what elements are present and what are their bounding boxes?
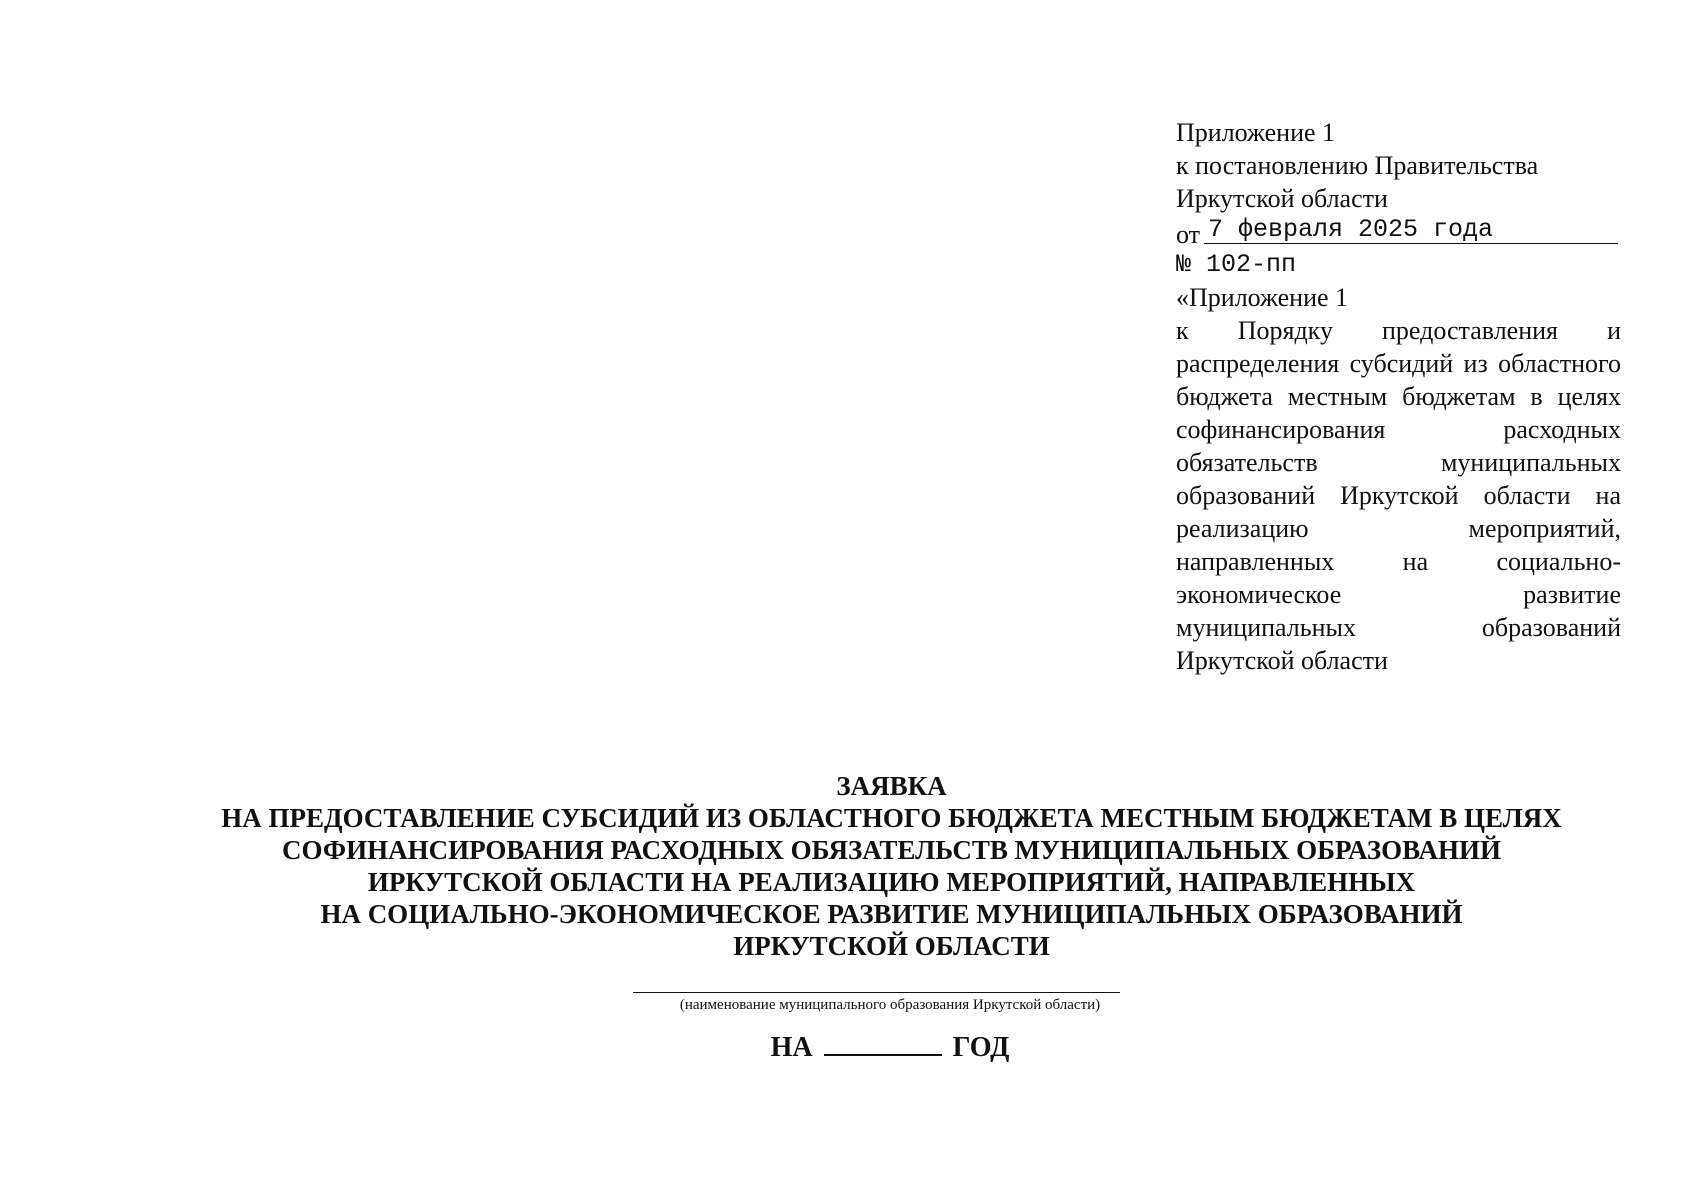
year-line xyxy=(700,1030,1080,1065)
title-line: СОФИНАНСИРОВАНИЯ РАСХОДНЫХ ОБЯЗАТЕЛЬСТВ МУНИЦИПАЛЬНЫХ ОБРАЗОВАНИЙ xyxy=(282,835,1501,865)
appendix-number: № 102-пп xyxy=(1176,250,1297,279)
appendix-date-value: 7 февраля 2025 года xyxy=(1208,215,1494,244)
title-line: ИРКУТСКОЙ ОБЛАСТИ xyxy=(733,931,1050,961)
year-blank-field[interactable] xyxy=(824,1030,942,1056)
application-title xyxy=(120,770,1663,962)
municipality-name-field[interactable] xyxy=(633,992,1120,993)
title-line: ЗАЯВКА xyxy=(836,771,947,801)
appendix-date-prefix: от xyxy=(1176,220,1201,249)
appendix-region: Иркутской области xyxy=(1176,184,1388,213)
year-prefix: НА xyxy=(770,1032,813,1063)
appendix-inner-title: «Приложение 1 xyxy=(1176,283,1349,312)
title-line: ИРКУТСКОЙ ОБЛАСТИ НА РЕАЛИЗАЦИЮ МЕРОПРИЯТИЙ, НАПРАВЛЕННЫХ xyxy=(367,867,1416,897)
appendix-order-text: к Порядку предоставления и распределения субсидий из областного бюджета местным бюджетам в целях софинансирования расходных обязательств муниципальных образований Иркутской области на реализацию мероприятий, направленных на социально-экономическое развитие муниципальных образований Иркутской области xyxy=(1176,316,1621,675)
appendix-title: Приложение 1 xyxy=(1176,118,1336,147)
municipality-caption: (наименование муниципального образования Иркутской области) xyxy=(679,997,1101,1013)
appendix-resolution: к постановлению Правительства xyxy=(1176,151,1539,180)
appendix-block xyxy=(1176,116,1621,677)
title-line: НА ПРЕДОСТАВЛЕНИЕ СУБСИДИЙ ИЗ ОБЛАСТНОГО БЮДЖЕТА МЕСТНЫМ БЮДЖЕТАМ В ЦЕЛЯХ xyxy=(221,803,1562,833)
appendix-date-line xyxy=(1176,215,1621,248)
title-line: НА СОЦИАЛЬНО-ЭКОНОМИЧЕСКОЕ РАЗВИТИЕ МУНИЦИПАЛЬНЫХ ОБРАЗОВАНИЙ xyxy=(320,899,1463,929)
year-suffix: ГОД xyxy=(952,1032,1010,1063)
